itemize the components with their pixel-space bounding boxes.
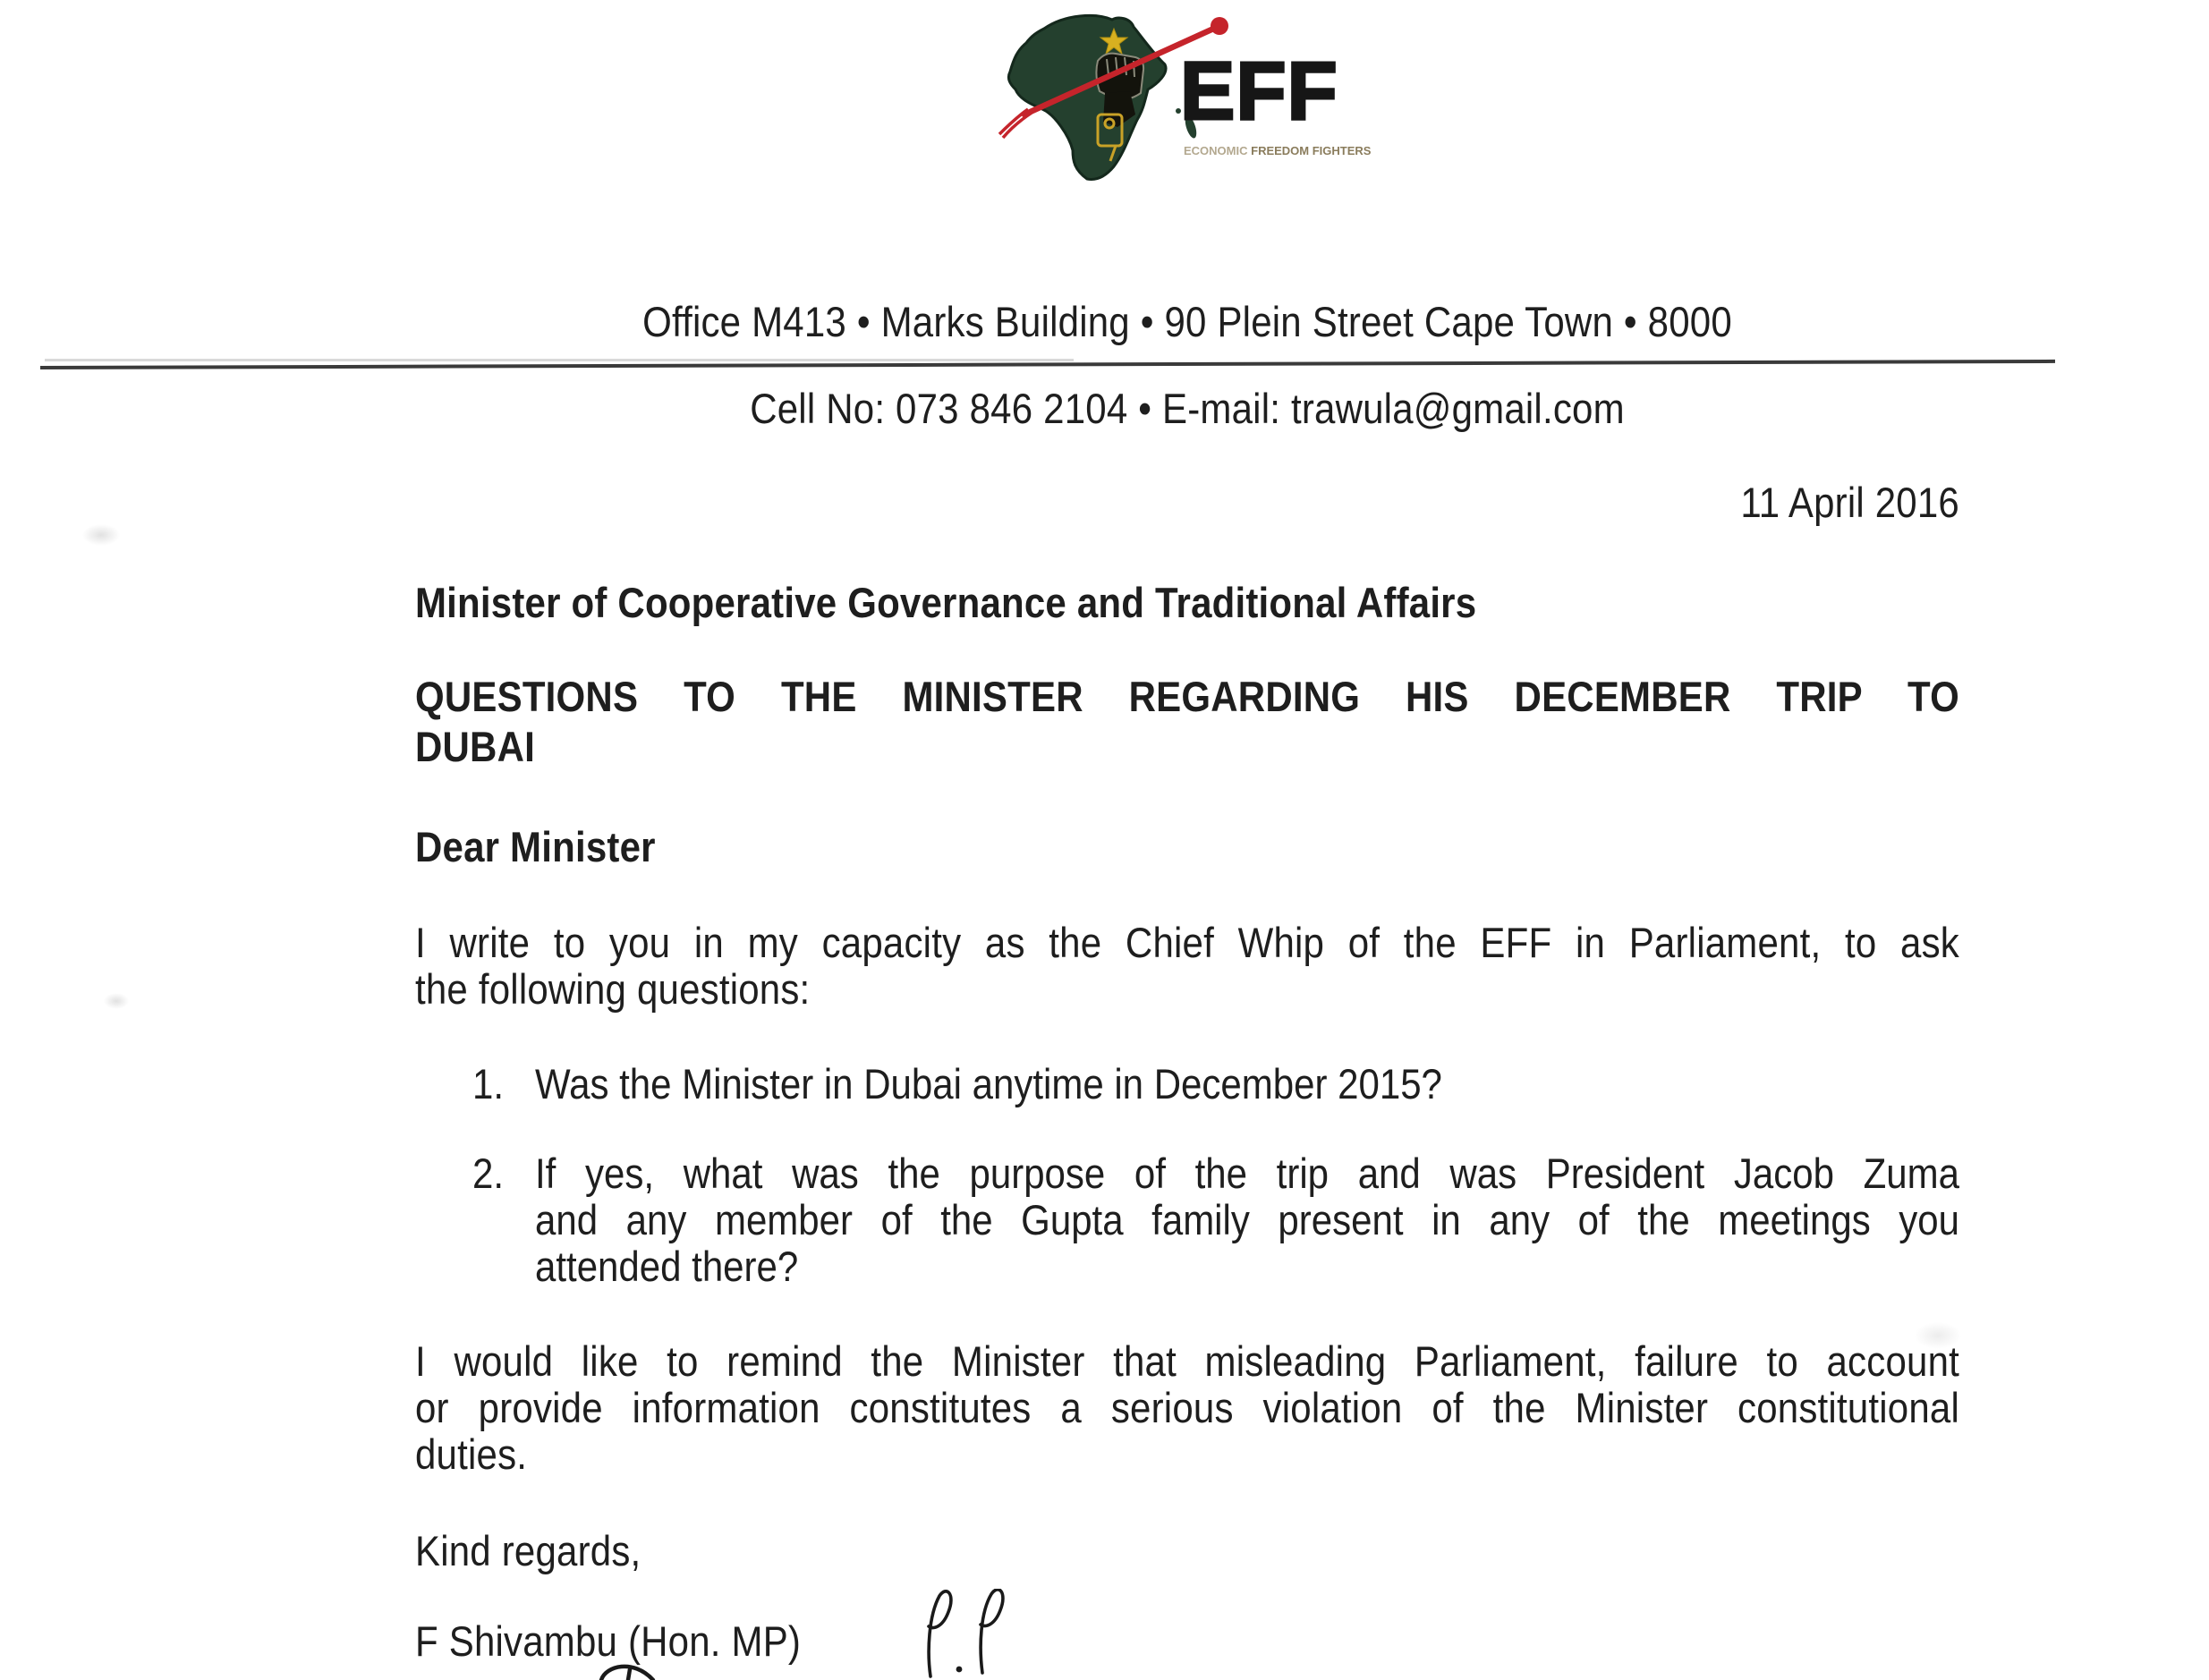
intro-line-1: I write to you in my capacity as the Chief Whip of the EFF in Parliament, to ask (415, 919, 1959, 967)
scan-smudge (104, 993, 129, 1009)
question-2-line-3: attended there? (535, 1243, 799, 1291)
signature-scribble (920, 1589, 1027, 1680)
tagline-economic: ECONOMIC (1184, 144, 1248, 157)
intro-paragraph (415, 917, 1959, 1014)
scan-smudge (1915, 1322, 1961, 1349)
valediction: Kind regards, (415, 1527, 641, 1575)
office-address-line: Office M413 • Marks Building • 90 Plein Street Cape Town • 8000 (642, 298, 1732, 346)
divider-scan-ghost (45, 359, 1074, 361)
salutation: Dear Minister (415, 823, 656, 871)
subject-heading (415, 671, 1959, 771)
letter-date: 11 April 2016 (1740, 479, 1959, 527)
question-2-line-1: If yes, what was the purpose of the trip and was President Jacob Zuma (535, 1150, 1959, 1198)
subject-line-1: QUESTIONS TO THE MINISTER REGARDING HIS DECEMBER TRIP TO (415, 673, 1959, 721)
question-1-number: 1. (472, 1060, 505, 1108)
subject-line-2: DUBAI (415, 723, 535, 771)
eff-logo (980, 4, 1391, 190)
logo-tagline (1184, 145, 1389, 157)
closing-line-3: duties. (415, 1430, 528, 1479)
partial-circle-mark (598, 1657, 662, 1680)
signatory-name: F Shivambu (Hon. MP) (415, 1617, 802, 1666)
question-2-line-2: and any member of the Gupta family present in any of the meetings you (535, 1196, 1959, 1244)
question-1-text: Was the Minister in Dubai anytime in December 2015? (535, 1060, 1442, 1108)
intro-line-2: the following questions: (415, 965, 811, 1014)
question-2-number: 2. (472, 1150, 505, 1198)
logo-acronym: EFF (1180, 46, 1338, 137)
closing-line-2: or provide information constitutes a serious violation of the Minister constitutional (415, 1384, 1959, 1432)
closing-paragraph (415, 1336, 1959, 1479)
scan-smudge (82, 524, 120, 546)
closing-line-1: I would like to remind the Minister that misleading Parliament, failure to account (415, 1337, 1959, 1386)
recipient-line: Minister of Cooperative Governance and Traditional Affairs (415, 579, 1477, 627)
tagline-freedom-fighters: FREEDOM FIGHTERS (1251, 144, 1372, 157)
contact-line: Cell No: 073 846 2104 • E-mail: trawula@gmail.com (750, 385, 1625, 433)
